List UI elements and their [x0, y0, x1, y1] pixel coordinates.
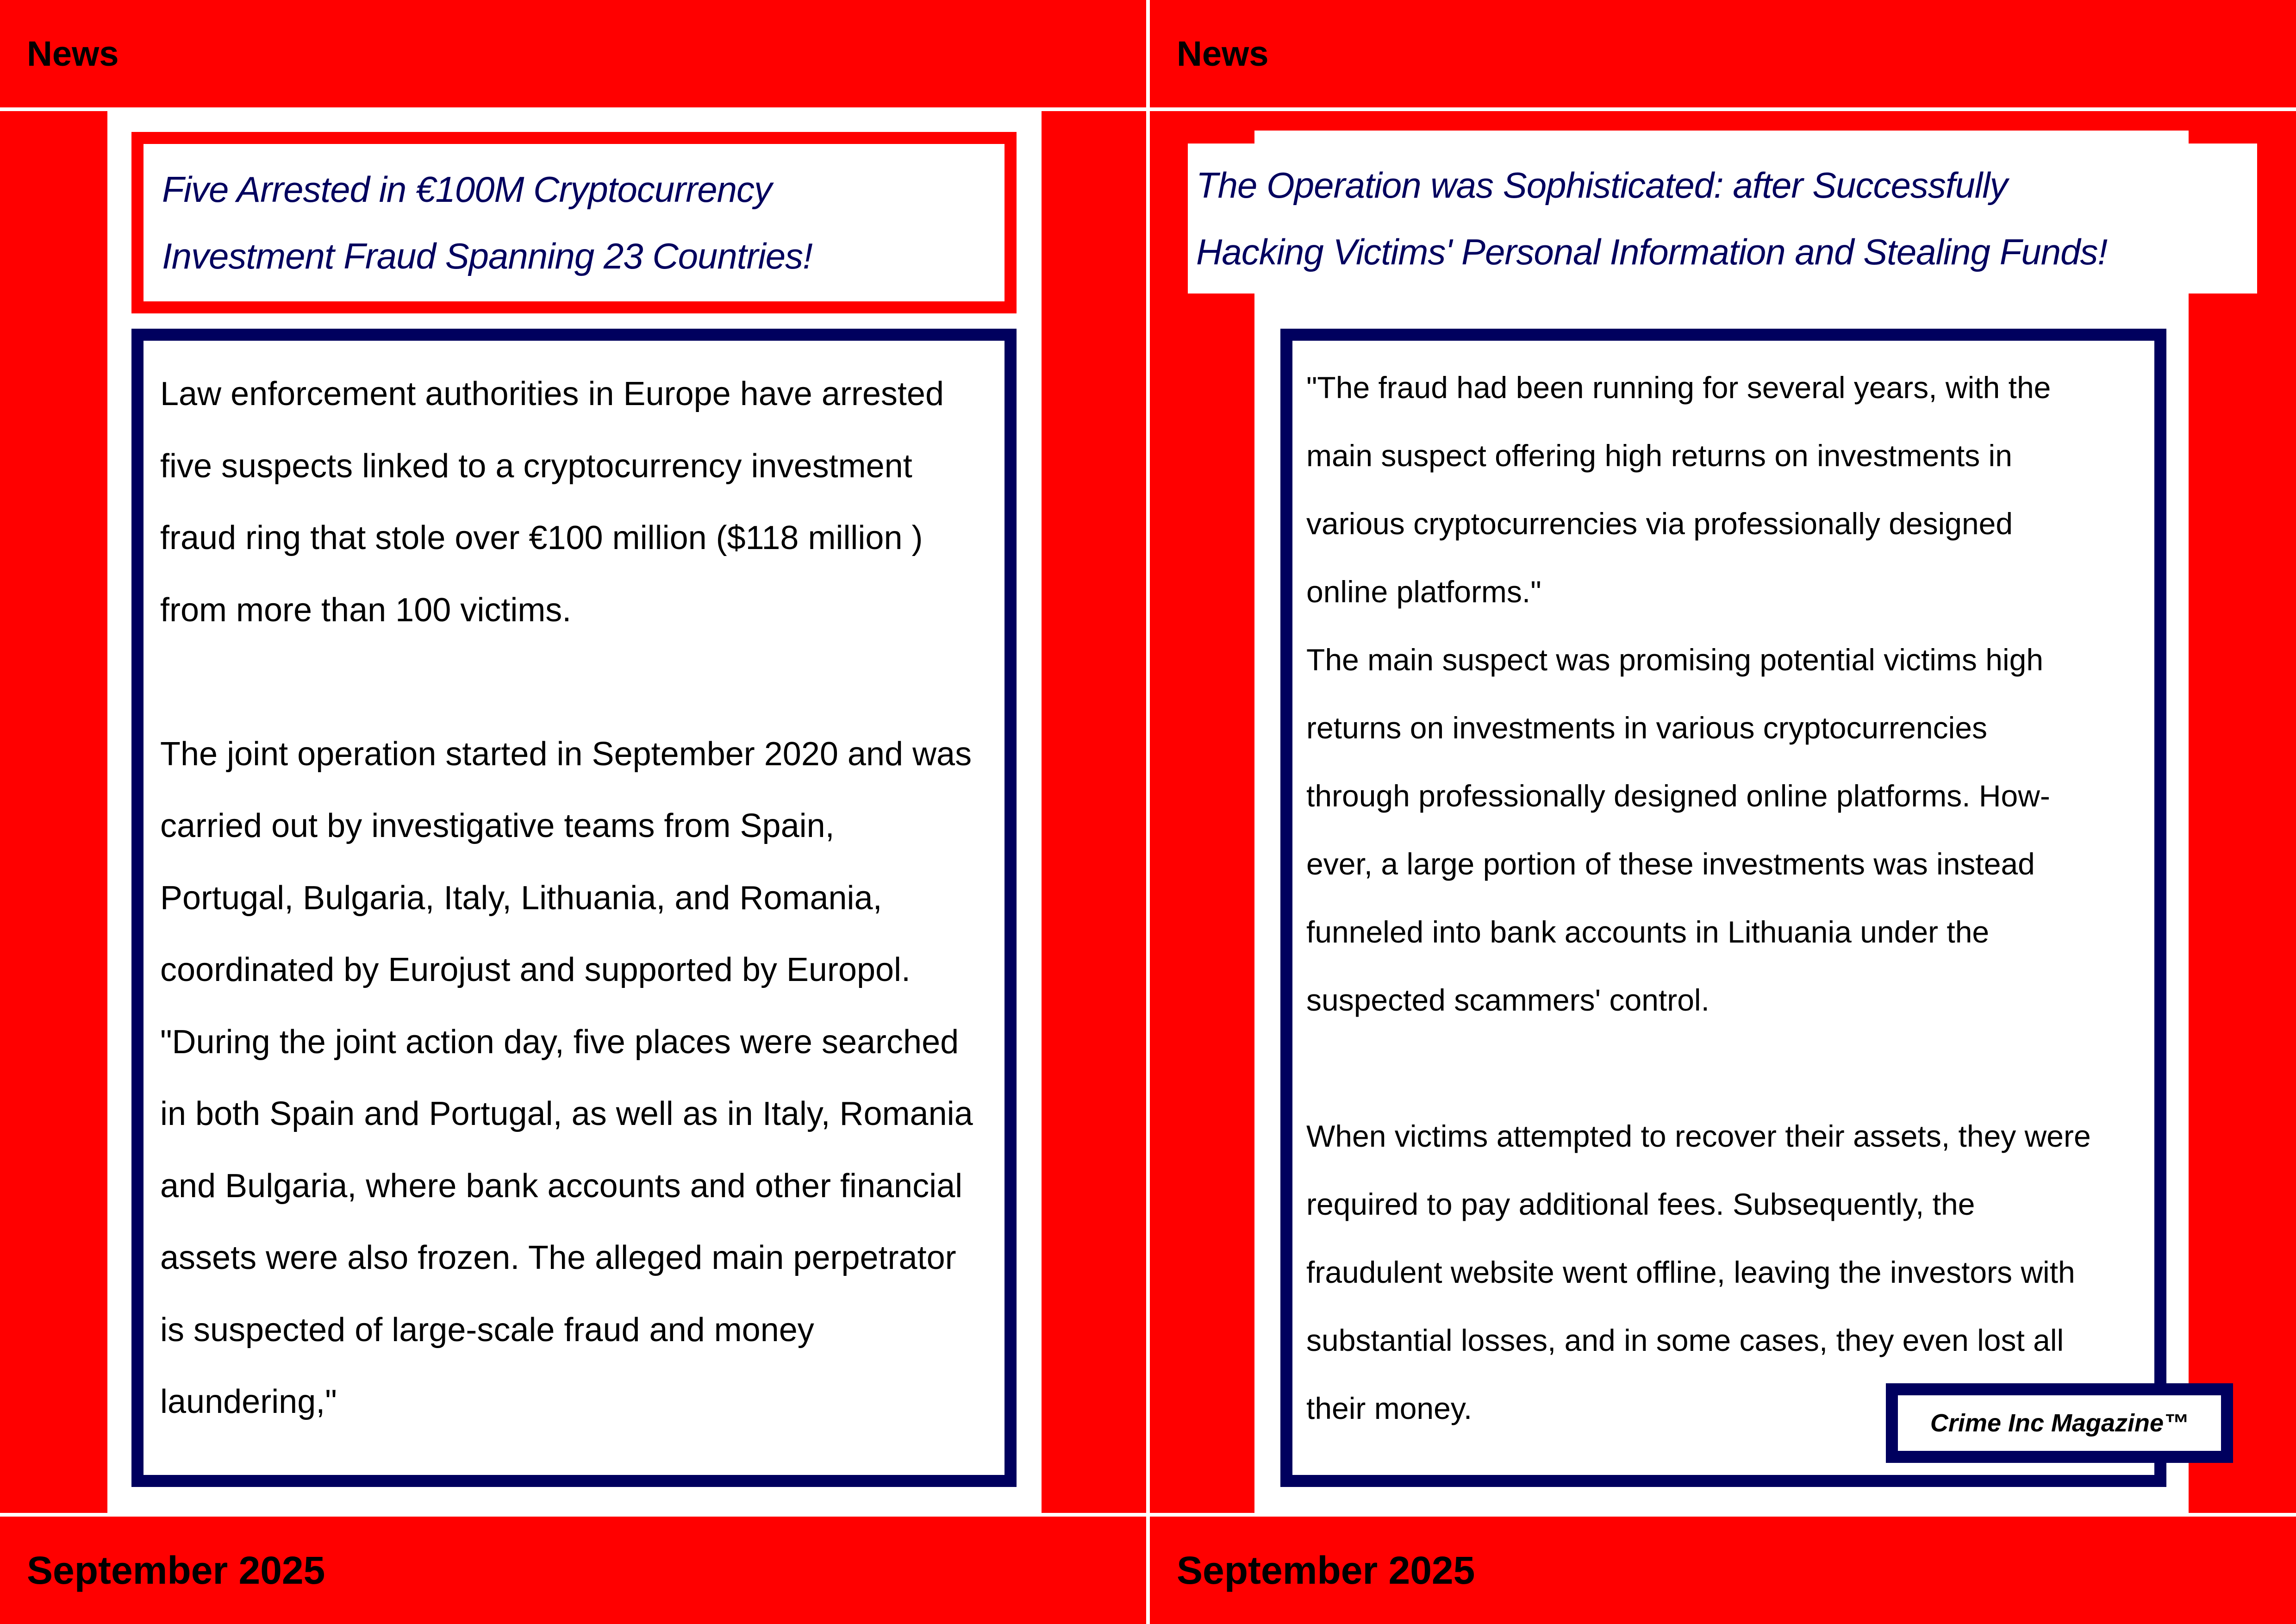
footer-date: September 2025 — [27, 1548, 325, 1592]
red-side-panel — [0, 111, 107, 1513]
body-line: five suspects linked to a cryptocurrency investment — [160, 447, 912, 485]
body-line: assets were also frozen. The alleged main perpetrator — [160, 1239, 956, 1276]
body-line: their money. — [1306, 1391, 1472, 1425]
article-paragraph — [160, 718, 1004, 1438]
right-page — [1150, 0, 2296, 1624]
body-line: required to pay additional fees. Subsequently, the — [1306, 1187, 1975, 1221]
magazine-brand-badge — [1886, 1383, 2233, 1463]
body-line: returns on investments in various cryptocurrencies — [1306, 711, 1987, 745]
page-header — [0, 0, 1146, 107]
body-line: fraudulent website went offline, leaving the investors with — [1306, 1255, 2075, 1289]
body-line: Law enforcement authorities in Europe have arrested — [160, 375, 944, 412]
body-line: ever, a large portion of these investments was instead — [1306, 847, 2035, 881]
footer-date: September 2025 — [1177, 1548, 1475, 1592]
headline-line: Hacking Victims' Personal Information and Stealing Funds! — [1196, 231, 2108, 272]
body-line: various cryptocurrencies via professionally designed — [1306, 506, 2013, 541]
body-line: fraud ring that stole over €100 million ($118 million ) — [160, 519, 923, 556]
body-line: from more than 100 victims. — [160, 591, 572, 629]
article-body — [160, 358, 1004, 1438]
body-line: Portugal, Bulgaria, Italy, Lithuania, and Romania, — [160, 879, 882, 917]
page-header — [1150, 0, 2296, 107]
headline-box — [1188, 144, 2257, 294]
article-paragraph — [160, 358, 1004, 646]
header-label: News — [1177, 34, 1269, 74]
body-line: and Bulgaria, where bank accounts and other financial — [160, 1167, 963, 1205]
body-line: online platforms." — [1306, 575, 1541, 609]
article-body — [1306, 354, 2154, 1443]
header-label: News — [27, 34, 119, 74]
body-line: in both Spain and Portugal, as well as in Italy, Romania — [160, 1095, 973, 1132]
left-page — [0, 0, 1146, 1624]
body-line: coordinated by Eurojust and supported by Europol. — [160, 951, 911, 988]
headline-line: Investment Fraud Spanning 23 Countries! — [162, 236, 812, 276]
headline-line: Five Arrested in €100M Cryptocurrency — [162, 169, 772, 210]
body-line: laundering," — [160, 1383, 337, 1420]
body-line: "During the joint action day, five places were searched — [160, 1023, 959, 1061]
magazine-brand: Crime Inc Magazine™ — [1930, 1409, 2189, 1437]
body-line: through professionally designed online platforms. How- — [1306, 779, 2050, 813]
red-side-panel — [1042, 111, 1146, 1513]
body-line: suspected scammers' control. — [1306, 983, 1710, 1017]
headline-line: The Operation was Sophisticated: after Successfully — [1196, 165, 2008, 206]
body-line: is suspected of large-scale fraud and money — [160, 1311, 814, 1349]
headline-box — [131, 132, 1017, 313]
body-line: substantial losses, and in some cases, they even lost all — [1306, 1323, 2064, 1357]
article-paragraph — [1306, 354, 2154, 1034]
body-line: The main suspect was promising potential victims high — [1306, 643, 2044, 677]
page-footer — [1150, 1517, 2296, 1624]
headline — [162, 156, 812, 289]
page-footer — [0, 1517, 1146, 1624]
article-body-box — [1280, 329, 2166, 1487]
red-side-panel — [2189, 111, 2296, 1513]
red-top-strip — [1150, 111, 2296, 131]
article-body-box — [131, 329, 1017, 1487]
red-side-panel — [1150, 111, 1254, 1513]
body-line: When victims attempted to recover their assets, they were — [1306, 1119, 2091, 1153]
body-line: carried out by investigative teams from Spain, — [160, 807, 835, 844]
body-line: "The fraud had been running for several years, with the — [1306, 370, 2051, 405]
headline — [1196, 152, 2107, 285]
body-line: funneled into bank accounts in Lithuania under the — [1306, 915, 1990, 949]
body-line: main suspect offering high returns on investments in — [1306, 438, 2012, 473]
body-line: The joint operation started in September 2020 and was — [160, 735, 972, 773]
